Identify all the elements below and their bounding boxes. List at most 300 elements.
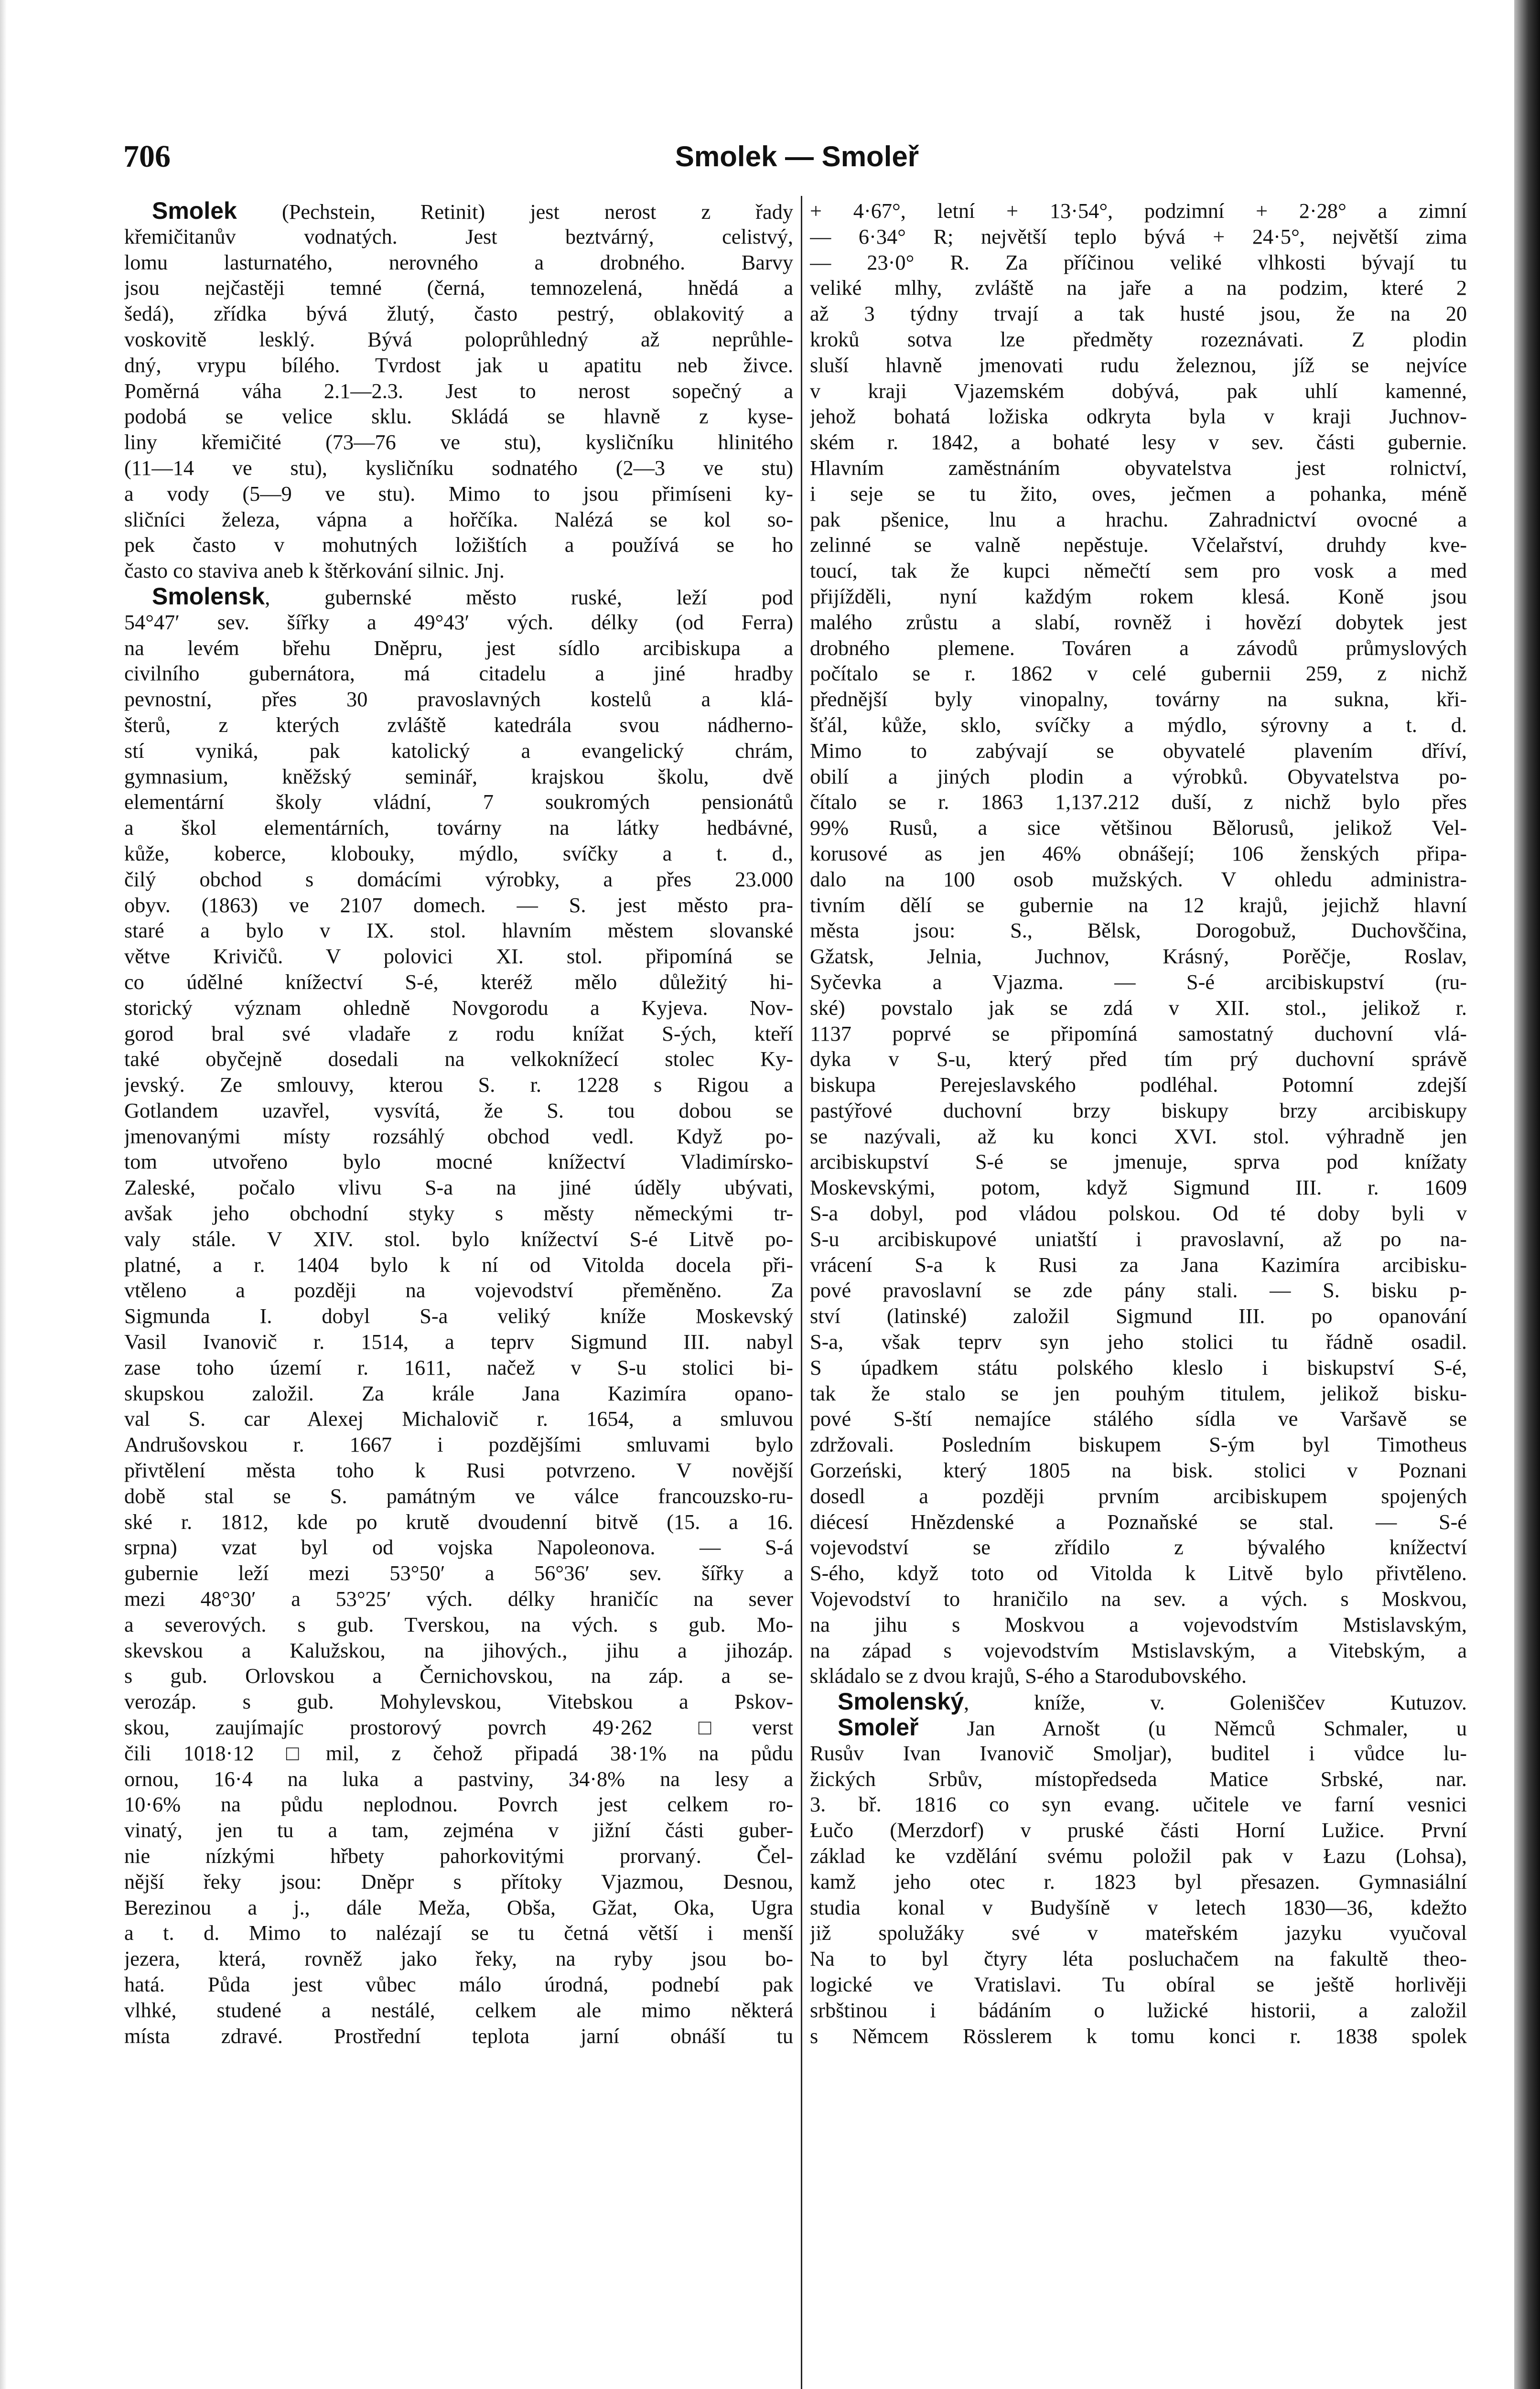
text-line [810,995,1467,1021]
text-line [810,789,1467,815]
line-text: + 4·67°, letní + 13·54°, podzimní + 2·28° a zimní [810,199,1467,223]
line-text: pevnostní, přes 30 pravoslavných kostelů a klá- [124,688,793,711]
entry-heading-line [124,198,793,224]
line-text: logické ve Vratislavi. Tu obíral se ještě horlivěji [810,1972,1467,1996]
line-text: se nazývali, až ku konci XVI. stol. výhradně jen [810,1124,1467,1148]
line-text: nější řeky jsou: Dněpr s přítoky Vjazmou, Desnou, [124,1870,793,1894]
line-text: i seje se tu žito, oves, ječmen a pohanka, méně [810,482,1467,506]
line-text: dosedl a později prvním arcibiskupem spojených [810,1484,1467,1508]
text-line [810,1586,1467,1612]
line-text: jmenovanými místy rozsáhlý obchod vedl. Když po- [124,1124,793,1148]
line-text: a škol elementárních, továrny na látky hedbávné, [124,816,793,840]
text-line [124,1509,793,1535]
text-line [124,301,793,327]
text-line [124,1638,793,1664]
line-text: ském r. 1842, a bohaté lesy v sev. části gubernie. [810,430,1467,454]
line-text: ské r. 1812, kde po krutě dvoudenní bitvě (15. a 16. [124,1510,793,1534]
text-line [810,1021,1467,1047]
text-line [124,1021,793,1047]
text-line [810,918,1467,944]
line-text: jehož bohatá ložiska odkryta byla v kraji Juchnov- [810,405,1467,429]
line-text: jevský. Ze smlouvy, kterou S. r. 1228 s Rigou a [124,1073,793,1097]
text-line [810,1998,1467,2023]
text-line [124,1278,793,1303]
text-line [124,687,793,712]
line-text: arcibiskupství S-é se jmenuje, sprva pod knížaty [810,1150,1467,1174]
line-text: vrácení S-a k Rusi za Jana Kazimíra arcibisku- [810,1253,1467,1277]
line-text: , kníže, v. Goleniščev Kutuzov. [964,1691,1467,1715]
text-line [124,661,793,687]
text-line [124,1355,793,1381]
line-text: S-a dobyl, pod vládou polskou. Od té doby byli v [810,1202,1467,1226]
text-line [810,610,1467,635]
text-line [810,1535,1467,1560]
text-line [810,558,1467,584]
line-text: srpna) vzat byl od vojska Napoleonova. — S-á [124,1536,793,1560]
text-line [810,198,1467,224]
text-line [124,1252,793,1278]
text-line [124,1124,793,1150]
line-text: Gotlandem uzavřel, vysvítá, že S. tou dobou se [124,1098,793,1122]
line-text: vtěleno a později na vojevodství přeměněno. Za [124,1279,793,1302]
line-text: obilí a jiných plodin a výrobků. Obyvatelstva po- [810,764,1467,788]
line-text: gubernie leží mezi 53°50′ a 56°36′ sev. šířky a [124,1561,793,1585]
text-line [124,1612,793,1638]
scan-edge-right [1514,0,1540,2389]
line-text: na západ s vojevodstvím Mstislavským, a Vitebským, a [810,1638,1467,1662]
text-line [810,1278,1467,1303]
text-line [810,1175,1467,1201]
line-text: 1137 poprvé se připomíná samostatný duchovní vlá- [810,1022,1467,1045]
line-text: lomu lasturnatého, nerovného a drobného. Barvy [124,250,793,274]
text-line [124,1843,793,1869]
line-text: hatá. Půda jest vůbec málo úrodná, podnebí pak [124,1972,793,1996]
text-line [124,1149,793,1175]
line-text: elementární školy vládní, 7 soukromých pensionátů [124,790,793,814]
line-text: 54°47′ sev. šířky a 49°43′ vých. délky (od Ferra) [124,610,793,634]
text-line [810,841,1467,867]
text-line [124,764,793,790]
line-text: přivtělení města toho k Rusi potvrzeno. V novější [124,1459,793,1483]
line-text: již spolužáky své v mateřském jazyku vyučoval [810,1921,1467,1945]
text-line [810,687,1467,712]
text-line [810,327,1467,353]
line-text: Łučo (Merzdorf) v pruské části Horní Lužice. První [810,1819,1467,1842]
line-text: (11—14 ve stu), kysličníku sodnatého (2—3 ve stu) [124,456,793,480]
line-text: žických Srbův, místopředseda Matice Srbské, nar. [810,1767,1467,1791]
text-line [810,1355,1467,1381]
text-line [810,250,1467,276]
line-text: skupskou založil. Za krále Jana Kazimíra opano- [124,1381,793,1405]
line-text: přijížděli, nyní každým rokem klesá. Koně jsou [810,584,1467,608]
text-line [810,1072,1467,1098]
line-text: sluší hlavně jmenovati rudu železnou, jíž se nejvíce [810,353,1467,377]
entry-heading-line [810,1715,1467,1741]
line-text: stí vyniká, pak katolický a evangelický chrám, [124,739,793,763]
line-text: (Pechstein, Retinit) jest nerost z řady [237,200,793,224]
line-text: Jan Arnošt (u Němců Schmaler, u [918,1717,1467,1741]
page-number: 706 [123,139,171,174]
text-line [810,455,1467,481]
text-line [124,1484,793,1509]
line-text: větve Krivičů. V polovici XI. stol. připomíná se [124,945,793,969]
text-line [124,1766,793,1792]
line-text: vinatý, jen tu a tam, zejména v jižní části guber- [124,1819,793,1842]
line-text: tom utvořeno bylo mocné knížectví Vladimírsko- [124,1150,793,1174]
line-text: dný, vrypu bílého. Tvrdost jak u apatitu neb živce. [124,353,793,377]
line-text: ství (latinské) založil Sigmund III. po opanování [810,1304,1467,1328]
line-text: pové pravoslavní se zde pány stali. — S. bisku p- [810,1279,1467,1302]
text-line [124,1818,793,1843]
text-line [124,944,793,969]
headword: Smolenský [838,1689,964,1715]
text-line [124,1972,793,1998]
line-text: tivním dělí se gubernie na 12 krajů, jejichž hlavní [810,893,1467,917]
scan-edge-left [0,0,7,2389]
text-line [810,815,1467,841]
text-line [810,1046,1467,1072]
line-text: kůže, koberce, klobouky, mýdlo, svíčky a t. d., [124,841,793,865]
text-line [810,764,1467,790]
line-text: vlhké, studené a nestálé, celkem ale mimo některá [124,1998,793,2022]
line-text: zdržovali. Posledním biskupem S-ým byl Timotheus [810,1433,1467,1457]
text-line [810,1663,1467,1689]
text-line [810,1895,1467,1921]
entry-heading-line [810,1689,1467,1715]
text-line [810,635,1467,661]
line-text: skevskou a Kalužskou, na jihových., jihu a jihozáp. [124,1638,793,1662]
text-line [810,1741,1467,1766]
text-line [124,1946,793,1972]
text-line [124,275,793,301]
line-text: Syčevka a Vjazma. — S-é arcibiskupství (ru- [810,970,1467,994]
text-line [810,301,1467,327]
text-line [124,1998,793,2023]
text-line [124,1458,793,1484]
line-text: čítalo se r. 1863 1,137.212 duší, z nichž bylo přes [810,790,1467,814]
text-line [810,944,1467,969]
line-text: val S. car Alexej Michalovič r. 1654, a smluvou [124,1407,793,1431]
text-line [810,275,1467,301]
line-text: drobného plemene. Továren a závodů průmyslových [810,636,1467,660]
line-text: tak že stalo se jen pouhým titulem, jelikož bisku- [810,1381,1467,1405]
text-line [810,507,1467,533]
line-text: liny křemičité (73—76 ve stu), kysličníku hlinitého [124,430,793,454]
line-text: čilý obchod s domácími výrobky, a přes 23.000 [124,867,793,891]
text-line [810,1612,1467,1638]
line-text: jsou nejčastěji temné (černá, temnozelená, hnědá a [124,276,793,300]
line-text: voskovitě lesklý. Bývá poloprůhledný až neprůhle- [124,327,793,351]
text-line [124,867,793,893]
text-line [810,1432,1467,1458]
entry-heading-line [124,584,793,610]
line-text: dalo na 100 osob mužských. V ohledu administra- [810,867,1467,891]
text-line [124,1715,793,1741]
text-line [124,1663,793,1689]
text-line [124,841,793,867]
text-line [124,1741,793,1766]
text-line [810,532,1467,558]
line-text: Gžatsk, Jelnia, Juchnov, Krásný, Porěčje, Roslav, [810,945,1467,969]
line-text: pek často v mohutných ložištích a používá se ho [124,533,793,557]
line-text: základ ke vzdělání svému položil pak v Łazu (Lohsa), [810,1844,1467,1868]
line-text: — 6·34° R; největší teplo bývá + 24·5°, největší zima [810,225,1467,248]
text-line [810,404,1467,430]
line-text: šťál, kůže, sklo, svíčky a mýdlo, sýrovny a t. d. [810,713,1467,737]
line-text: zase toho území r. 1611, načež v S-u stolici bi- [124,1356,793,1379]
text-line [810,1946,1467,1972]
line-text: obyv. (1863) ve 2107 domech. — S. jest město pra- [124,893,793,917]
line-text: s Němcem Rösslerem k tomu konci r. 1838 spolek [810,2024,1467,2048]
text-line [124,250,793,276]
line-text: Berezinou a j., dále Meža, Obša, Gžat, Oka, Ugra [124,1895,793,1919]
text-line [124,1560,793,1586]
text-line [124,1227,793,1252]
text-line [810,1252,1467,1278]
text-line [810,481,1467,507]
text-line [124,1586,793,1612]
text-line [810,1509,1467,1535]
text-line [810,1818,1467,1843]
text-line [124,918,793,944]
line-text: 3. bř. 1816 co syn evang. učitele ve farní vesnici [810,1793,1467,1817]
text-line [124,1792,793,1818]
line-text: mezi 48°30′ a 53°25′ vých. délky hraničíc na sever [124,1587,793,1611]
line-text: kamž jeho otec r. 1823 byl přesazen. Gymnasiální [810,1870,1467,1894]
text-line [124,1329,793,1355]
line-text: šedá), zřídka bývá žlutý, často pestrý, oblakovitý a [124,302,793,326]
line-text: Na to byl čtyry léta posluchačem na fakultě theo- [810,1947,1467,1971]
text-line [810,1381,1467,1407]
line-text: Zaleské, počalo vlivu S-a na jiné úděly ubývati, [124,1176,793,1200]
text-line [124,1895,793,1921]
text-line [124,969,793,995]
text-line [124,738,793,764]
text-line [124,1920,793,1946]
text-line [124,455,793,481]
text-line [124,1303,793,1329]
line-text: Andrušovskou r. 1667 i pozdějšími smluvami bylo [124,1433,793,1457]
text-line [124,378,793,404]
text-line [124,1046,793,1072]
text-line [810,1792,1467,1818]
text-line [124,1072,793,1098]
line-text: toucí, tak že kupci němečtí sem pro vosk a med [810,559,1467,583]
line-text: často co staviva aneb k štěrkování silnic. Jnj. [124,559,505,583]
line-text: na jihu s Moskvou a vojevodstvím Mstislavským, [810,1613,1467,1636]
line-text: pak pšenice, lnu a hrachu. Zahradnictví ovocné a [810,507,1467,531]
text-line [124,893,793,918]
line-text: zelinné se valně nepěstuje. Včelařství, druhdy kve- [810,533,1467,557]
text-line [810,1406,1467,1432]
text-line [810,1303,1467,1329]
line-text: verozáp. s gub. Mohylevskou, Vitebskou a Pskov- [124,1690,793,1714]
line-text: pové S-ští nemajíce stálého sídla ve Varšavě se [810,1407,1467,1431]
line-text: S-ého, když toto od Vitolda k Litvě bylo přivtěleno. [810,1561,1467,1585]
line-text: valy stále. V XIV. stol. bylo knížectví S-é Litvě po- [124,1227,793,1251]
line-text: srbštinou i bádáním o lužické historii, a založil [810,1998,1467,2022]
text-line [124,1406,793,1432]
line-text: kroků sotva lze předměty rozeznávati. Z plodin [810,327,1467,351]
line-text: , gubernské město ruské, leží pod [265,585,793,609]
line-text: sličníci železa, vápna a hořčíka. Nalézá se kol so- [124,507,793,531]
text-line [810,1972,1467,1998]
text-line [810,1766,1467,1792]
text-line [124,815,793,841]
line-text: 99% Rusů, a sice většinou Bělorusů, jelikož Vel- [810,816,1467,840]
line-text: a severových. s gub. Tverskou, na vých. s gub. Mo- [124,1613,793,1636]
line-text: staré a bylo v IX. stol. hlavním městem slovanské [124,919,793,943]
line-text: až 3 týdny trvají a tak husté jsou, že na 20 [810,302,1467,326]
page-header [123,138,1471,181]
text-line [810,1098,1467,1124]
text-line [810,1458,1467,1484]
text-line [810,1201,1467,1227]
line-text: křemičitanův vodnatých. Jest beztvárný, celistvý, [124,225,793,248]
line-text: na levém břehu Dněpru, jest sídlo arcibiskupa a [124,636,793,660]
line-text: přednější byly vinopalny, továrny na sukna, kři- [810,688,1467,711]
line-text: malého zrůstu a slabí, rovněž i hovězí dobytek jest [810,610,1467,634]
text-line [124,1535,793,1560]
line-text: storický význam ohledně Novgorodu a Kyjeva. Nov- [124,996,793,1020]
text-line [810,1560,1467,1586]
left-column [124,198,793,2389]
text-line [810,1869,1467,1895]
text-line [810,378,1467,404]
text-line [810,430,1467,455]
line-text: 10·6% na půdu neplodnou. Povrch jest celkem ro- [124,1793,793,1817]
text-line [124,507,793,533]
text-line [810,1329,1467,1355]
text-line [124,430,793,455]
headword: Smolensk [152,583,265,610]
headword: Smoleř [838,1715,919,1741]
text-line [124,1869,793,1895]
line-text: nie nízkými hřbety pahorkovitými prorvaný. Čel- [124,1844,793,1868]
text-line [124,995,793,1021]
line-text: Vojevodství to hraničilo na sev. a vých. s Moskvou, [810,1587,1467,1611]
text-line [810,2023,1467,2049]
line-text: korusové as jen 46% obnášejí; 106 ženských připa- [810,841,1467,865]
line-text: co údělné knížectví S-é, kteréž mělo důležitý hi- [124,970,793,994]
text-line [810,712,1467,738]
line-text: s gub. Orlovskou a Černichovskou, na záp. a se- [124,1664,793,1688]
text-line [124,712,793,738]
line-text: místa zdravé. Prostřední teplota jarní obnáší tu [124,2024,793,2048]
text-line [810,353,1467,378]
text-line [124,2023,793,2049]
text-line [810,1920,1467,1946]
text-line [810,867,1467,893]
line-text: čili 1018·12 □mil, z čehož připadá 38·1% na půdu [124,1741,793,1765]
line-text: Hlavním zaměstnáním obyvatelstva jest rolnictví, [810,456,1467,480]
running-title: Smolek — Smoleř [675,140,919,172]
line-text: a t. d. Mimo to nalézají se tu četná větší i menší [124,1921,793,1945]
text-line [124,635,793,661]
text-line [124,789,793,815]
text-line [124,1381,793,1407]
line-text: Sigmunda I. dobyl S-a veliký kníže Moskevský [124,1304,793,1328]
line-text: jezera, která, rovněž jako řeky, na ryby jsou bo- [124,1947,793,1971]
line-text: biskupa Perejeslavského podléhal. Potomní zdejší [810,1073,1467,1097]
text-line [810,1638,1467,1664]
line-text: také obyčejně dosedali na velkoknížecí stolec Ky- [124,1047,793,1071]
line-text: skou, zaujímajíc prostorový povrch 49·262 □verst [124,1716,793,1740]
line-text: města jsou: S., Bělsk, Dorogobuž, Duchovščina, [810,919,1467,943]
line-text: ornou, 16·4 na luka a pastviny, 34·8% na lesy a [124,1767,793,1791]
line-text: Gorzeński, který 1805 na bisk. stolici v Poznani [810,1459,1467,1483]
text-line [124,1201,793,1227]
line-text: ské) povstalo jak se zdá v XII. stol., jelikož r. [810,996,1467,1020]
right-column [810,198,1467,2389]
text-line [124,532,793,558]
line-text: Vasil Ivanovič r. 1514, a teprv Sigmund III. nabyl [124,1330,793,1354]
text-line [810,738,1467,764]
line-text: S-u arcibiskupové uniatští i pravoslavní, až po na- [810,1227,1467,1251]
text-line [810,224,1467,250]
text-line [810,969,1467,995]
text-line [124,558,793,584]
line-text: Rusův Ivan Ivanovič Smoljar), buditel i vůdce lu- [810,1741,1467,1765]
text-line [810,1227,1467,1252]
text-line [124,1175,793,1201]
line-text: dyka v S-u, který před tím prý duchovní správě [810,1047,1467,1071]
line-text: S úpadkem státu polského kleslo i biskupství S-é, [810,1356,1467,1379]
line-text: Moskevskými, potom, když Sigmund III. r. 1609 [810,1176,1467,1200]
line-text: Poměrná váha 2.1—2.3. Jest to nerost sopečný a [124,379,793,403]
text-line [124,1098,793,1124]
line-text: avšak jeho obchodní styky s městy německými tr- [124,1202,793,1226]
line-text: studia konal v Budyšíně v letech 1830—36, kdežto [810,1895,1467,1919]
text-line [124,327,793,353]
line-text: šterů, z kterých zvláště katedrála svou nádherno- [124,713,793,737]
line-text: gymnasium, kněžský seminář, krajskou školu, dvě [124,764,793,788]
line-text: Mimo to zabývají se obyvatelé plavením dříví, [810,739,1467,763]
headword: Smolek [152,198,237,224]
line-text: platné, a r. 1404 bylo k ní od Vitolda docela při- [124,1253,793,1277]
text-line [810,1843,1467,1869]
line-text: diécesí Hnězdenské a Poznaňské se stal. — S-é [810,1510,1467,1534]
line-text: vojevodství se zřídilo z bývalého knížectví [810,1536,1467,1560]
text-line [124,610,793,635]
line-text: veliké mlhy, zvláště na jaře a na podzim, které 2 [810,276,1467,300]
text-line [810,893,1467,918]
text-line [124,404,793,430]
line-text: a vody (5—9 ve stu). Mimo to jsou přimíseni ky- [124,482,793,506]
line-text: podobá se velice sklu. Skládá se hlavně z kyse- [124,405,793,429]
line-text: S-a, však teprv syn jeho stolici tu řádně osadil. [810,1330,1467,1354]
text-line [810,584,1467,610]
line-text: skládalo se z dvou krajů, S-ého a Starodubovského. [810,1664,1247,1688]
text-line [810,1484,1467,1509]
line-text: době stal se S. památným ve válce francouzsko-ru- [124,1484,793,1508]
line-text: v kraji Vjazemském dobývá, pak uhlí kamenné, [810,379,1467,403]
line-text: gorod bral své vladaře z rodu knížat S-ých, kteří [124,1022,793,1045]
text-line [810,1124,1467,1150]
text-line [124,224,793,250]
text-line [124,1689,793,1715]
text-line [124,353,793,378]
text-line [810,661,1467,687]
line-text: pastýřové duchovní brzy biskupy brzy arcibiskupy [810,1098,1467,1122]
line-text: počítalo se r. 1862 v celé gubernii 259, z nichž [810,662,1467,686]
text-line [810,1149,1467,1175]
text-line [124,481,793,507]
line-text: — 23·0° R. Za příčinou veliké vlhkosti bývají tu [810,250,1467,274]
line-text: civilního gubernátora, má citadelu a jiné hradby [124,662,793,686]
column-divider [801,196,802,2389]
text-line [124,1432,793,1458]
